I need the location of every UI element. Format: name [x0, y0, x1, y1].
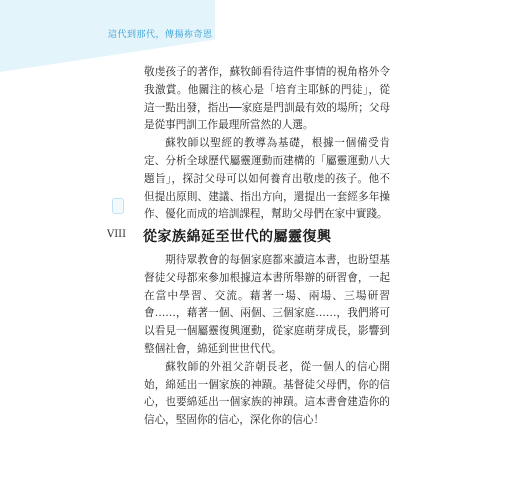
running-header: 這代到那代，傳揚祢奇恩 [108, 30, 213, 40]
thumb-tab-mark [112, 198, 124, 214]
page-number: VIII [107, 229, 127, 240]
paragraph: 期待眾教會的每個家庭都來讀這本書，也盼望基督徒父母都來參加根據這本書所舉辦的研習會，一起在當中學習、交流。藉著一場、兩場、三場研習會……，藉著一個、兩個、三個家庭……，我們將可以看見一個屬靈復興運動，從家庭萌芽成長，影響到整個社會，綿延到世世代代。 [144, 254, 390, 355]
top-text-block [144, 64, 390, 224]
paragraph: 蘇牧師以聖經的教導為基礎，根據一個備受肯定、分析全球歷代屬靈運動而建構的「屬靈運動八大題旨」，探討父母可以如何養育出敬虔的孩子。他不但提出原則、建議、指出方向，還提出一套經多年操作、優化而成的培訓課程，幫助父母們在家中實踐。 [144, 137, 390, 221]
bottom-text-block [144, 252, 390, 430]
paragraph: 敬虔孩子的著作，蘇牧師看待這件事情的視角格外令我激賞。他關注的核心是「培育主耶穌的門徒」，從這一點出發，指出──家庭是門訓最有效的場所；父母是從事門訓工作最理所當然的人選。 [144, 66, 390, 132]
paragraph: 蘇牧師的外祖父許朝長老，從一個人的信心開始，綿延出一個家族的神蹟。基督徒父母們，你的信心，也要綿延出一個家族的神蹟。這本書會建造你的信心，堅固你的信心，深化你的信心！ [144, 360, 390, 427]
section-heading: 從家族綿延至世代的屬靈復興 [143, 229, 332, 245]
